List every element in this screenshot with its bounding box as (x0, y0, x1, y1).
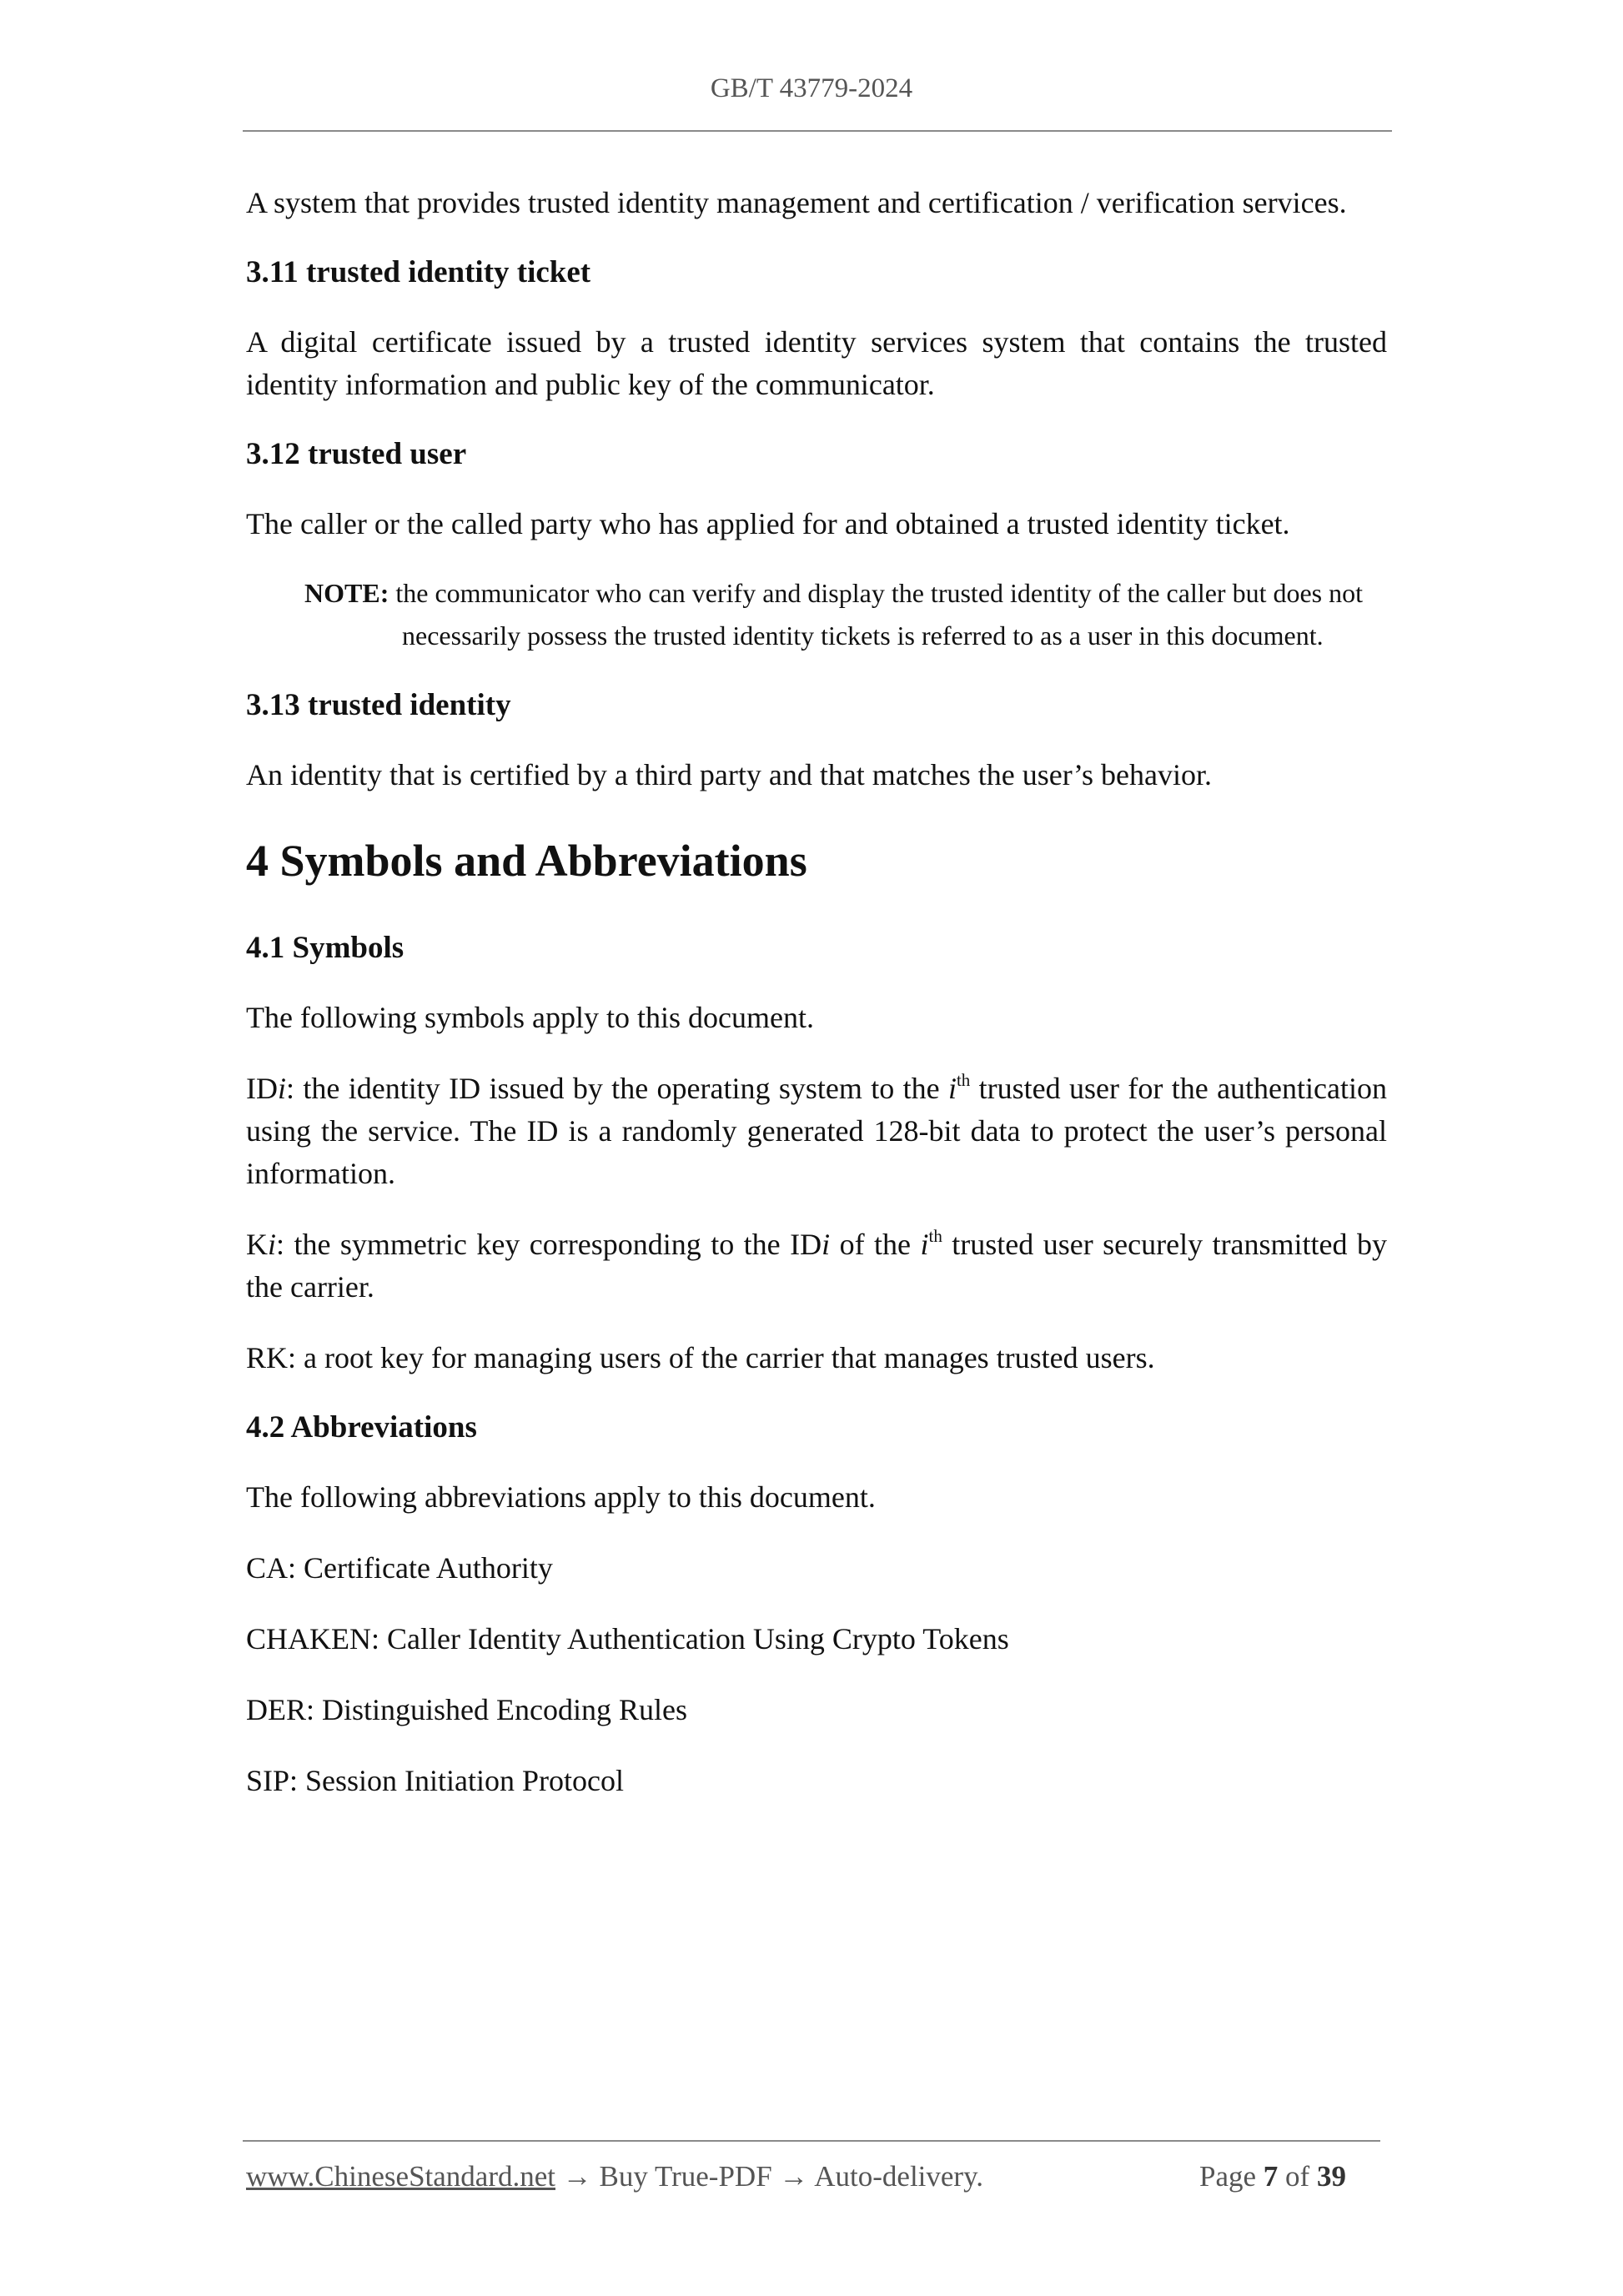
note-block (304, 572, 1387, 657)
section-3-13-text: An identity that is certified by a third party and that matches the user’s behavior. (246, 758, 1213, 791)
page-number: 7 (1263, 2160, 1279, 2193)
symbol-ki (246, 1223, 1387, 1309)
page-indicator (1199, 2160, 1346, 2193)
section-3-11-text: A digital certificate issued by a trusted identity services system that contains the trusted identity information and public key of the communicator. (246, 325, 1387, 401)
section-3-13-heading: 3.13 trusted identity (246, 688, 511, 722)
header-title: GB/T 43779-2024 (710, 73, 913, 103)
idi-italic-i2: i (947, 1072, 957, 1105)
footer-left (246, 2160, 983, 2193)
ki-superscript: th (928, 1226, 942, 1246)
idi-part-a: ID (246, 1072, 278, 1105)
abbr-der: DER: Distinguished Encoding Rules (246, 1693, 687, 1726)
abbr-chaken: CHAKEN: Caller Identity Authentication Using Crypto Tokens (246, 1622, 1009, 1655)
note-line-1 (304, 572, 1387, 615)
abbr-sip: SIP: Session Initiation Protocol (246, 1764, 625, 1797)
symbol-rk: RK: a root key for managing users of the carrier that manages trusted users. (246, 1341, 1155, 1374)
section-4-2-heading: 4.2 Abbreviations (246, 1410, 477, 1444)
ki-part-f: trusted user securely transmitted by the carrier. (246, 1228, 1387, 1304)
arrow-right-icon: → (562, 2160, 592, 2193)
of-label: of (1285, 2160, 1310, 2193)
idi-part-b: : the identity ID issued by the operating system to the (286, 1072, 948, 1105)
section-3-12-text: The caller or the called party who has applied for and obtained a trusted identity ticket. (246, 507, 1290, 540)
symbol-idi (246, 1068, 1387, 1195)
page-total: 39 (1316, 2160, 1346, 2193)
intro-paragraph: A system that provides trusted identity management and certification / verification services. (246, 186, 1347, 219)
note-line-2: necessarily possess the trusted identity tickets is referred to as a user in this document. (402, 620, 1324, 651)
idi-part-d: trusted user for the authentication using the service. The ID is a randomly generated 128-bit data to protect the user’s personal information. (246, 1072, 1387, 1190)
section-4-heading: 4 Symbols and Abbreviations (246, 836, 807, 886)
section-3-11-heading: 3.11 trusted identity ticket (246, 255, 591, 289)
abbr-ca: CA: Certificate Authority (246, 1551, 553, 1585)
ki-italic-i: i (268, 1228, 277, 1261)
page-content (246, 182, 1387, 1802)
section-4-1-heading: 4.1 Symbols (246, 931, 404, 965)
ki-part-d: of the (830, 1228, 921, 1261)
buy-true-pdf-text: Buy True-PDF (599, 2160, 772, 2193)
ki-italic-i2: i (822, 1228, 831, 1261)
arrow-right-icon-2: → (779, 2160, 809, 2193)
ki-part-a: K (246, 1228, 268, 1261)
footer-rule (243, 2140, 1380, 2142)
section-4-2-text: The following abbreviations apply to this document. (246, 1480, 876, 1514)
idi-superscript: th (956, 1070, 971, 1090)
header-rule (243, 130, 1392, 132)
idi-italic-i: i (278, 1072, 287, 1105)
section-3-12-heading: 3.12 trusted user (246, 437, 467, 471)
note-text-1: the communicator who can verify and display the trusted identity of the caller but does not (395, 578, 1364, 608)
section-4-1-text: The following symbols apply to this document. (246, 1001, 814, 1034)
ki-part-b: : the symmetric key corresponding to the ID (276, 1228, 822, 1261)
auto-delivery-text: Auto-delivery. (814, 2160, 984, 2193)
website-link[interactable]: www.ChineseStandard.net (246, 2160, 555, 2193)
page-label: Page (1199, 2160, 1257, 2193)
ki-italic-i3: i (920, 1228, 929, 1261)
note-label: NOTE: (304, 578, 389, 608)
